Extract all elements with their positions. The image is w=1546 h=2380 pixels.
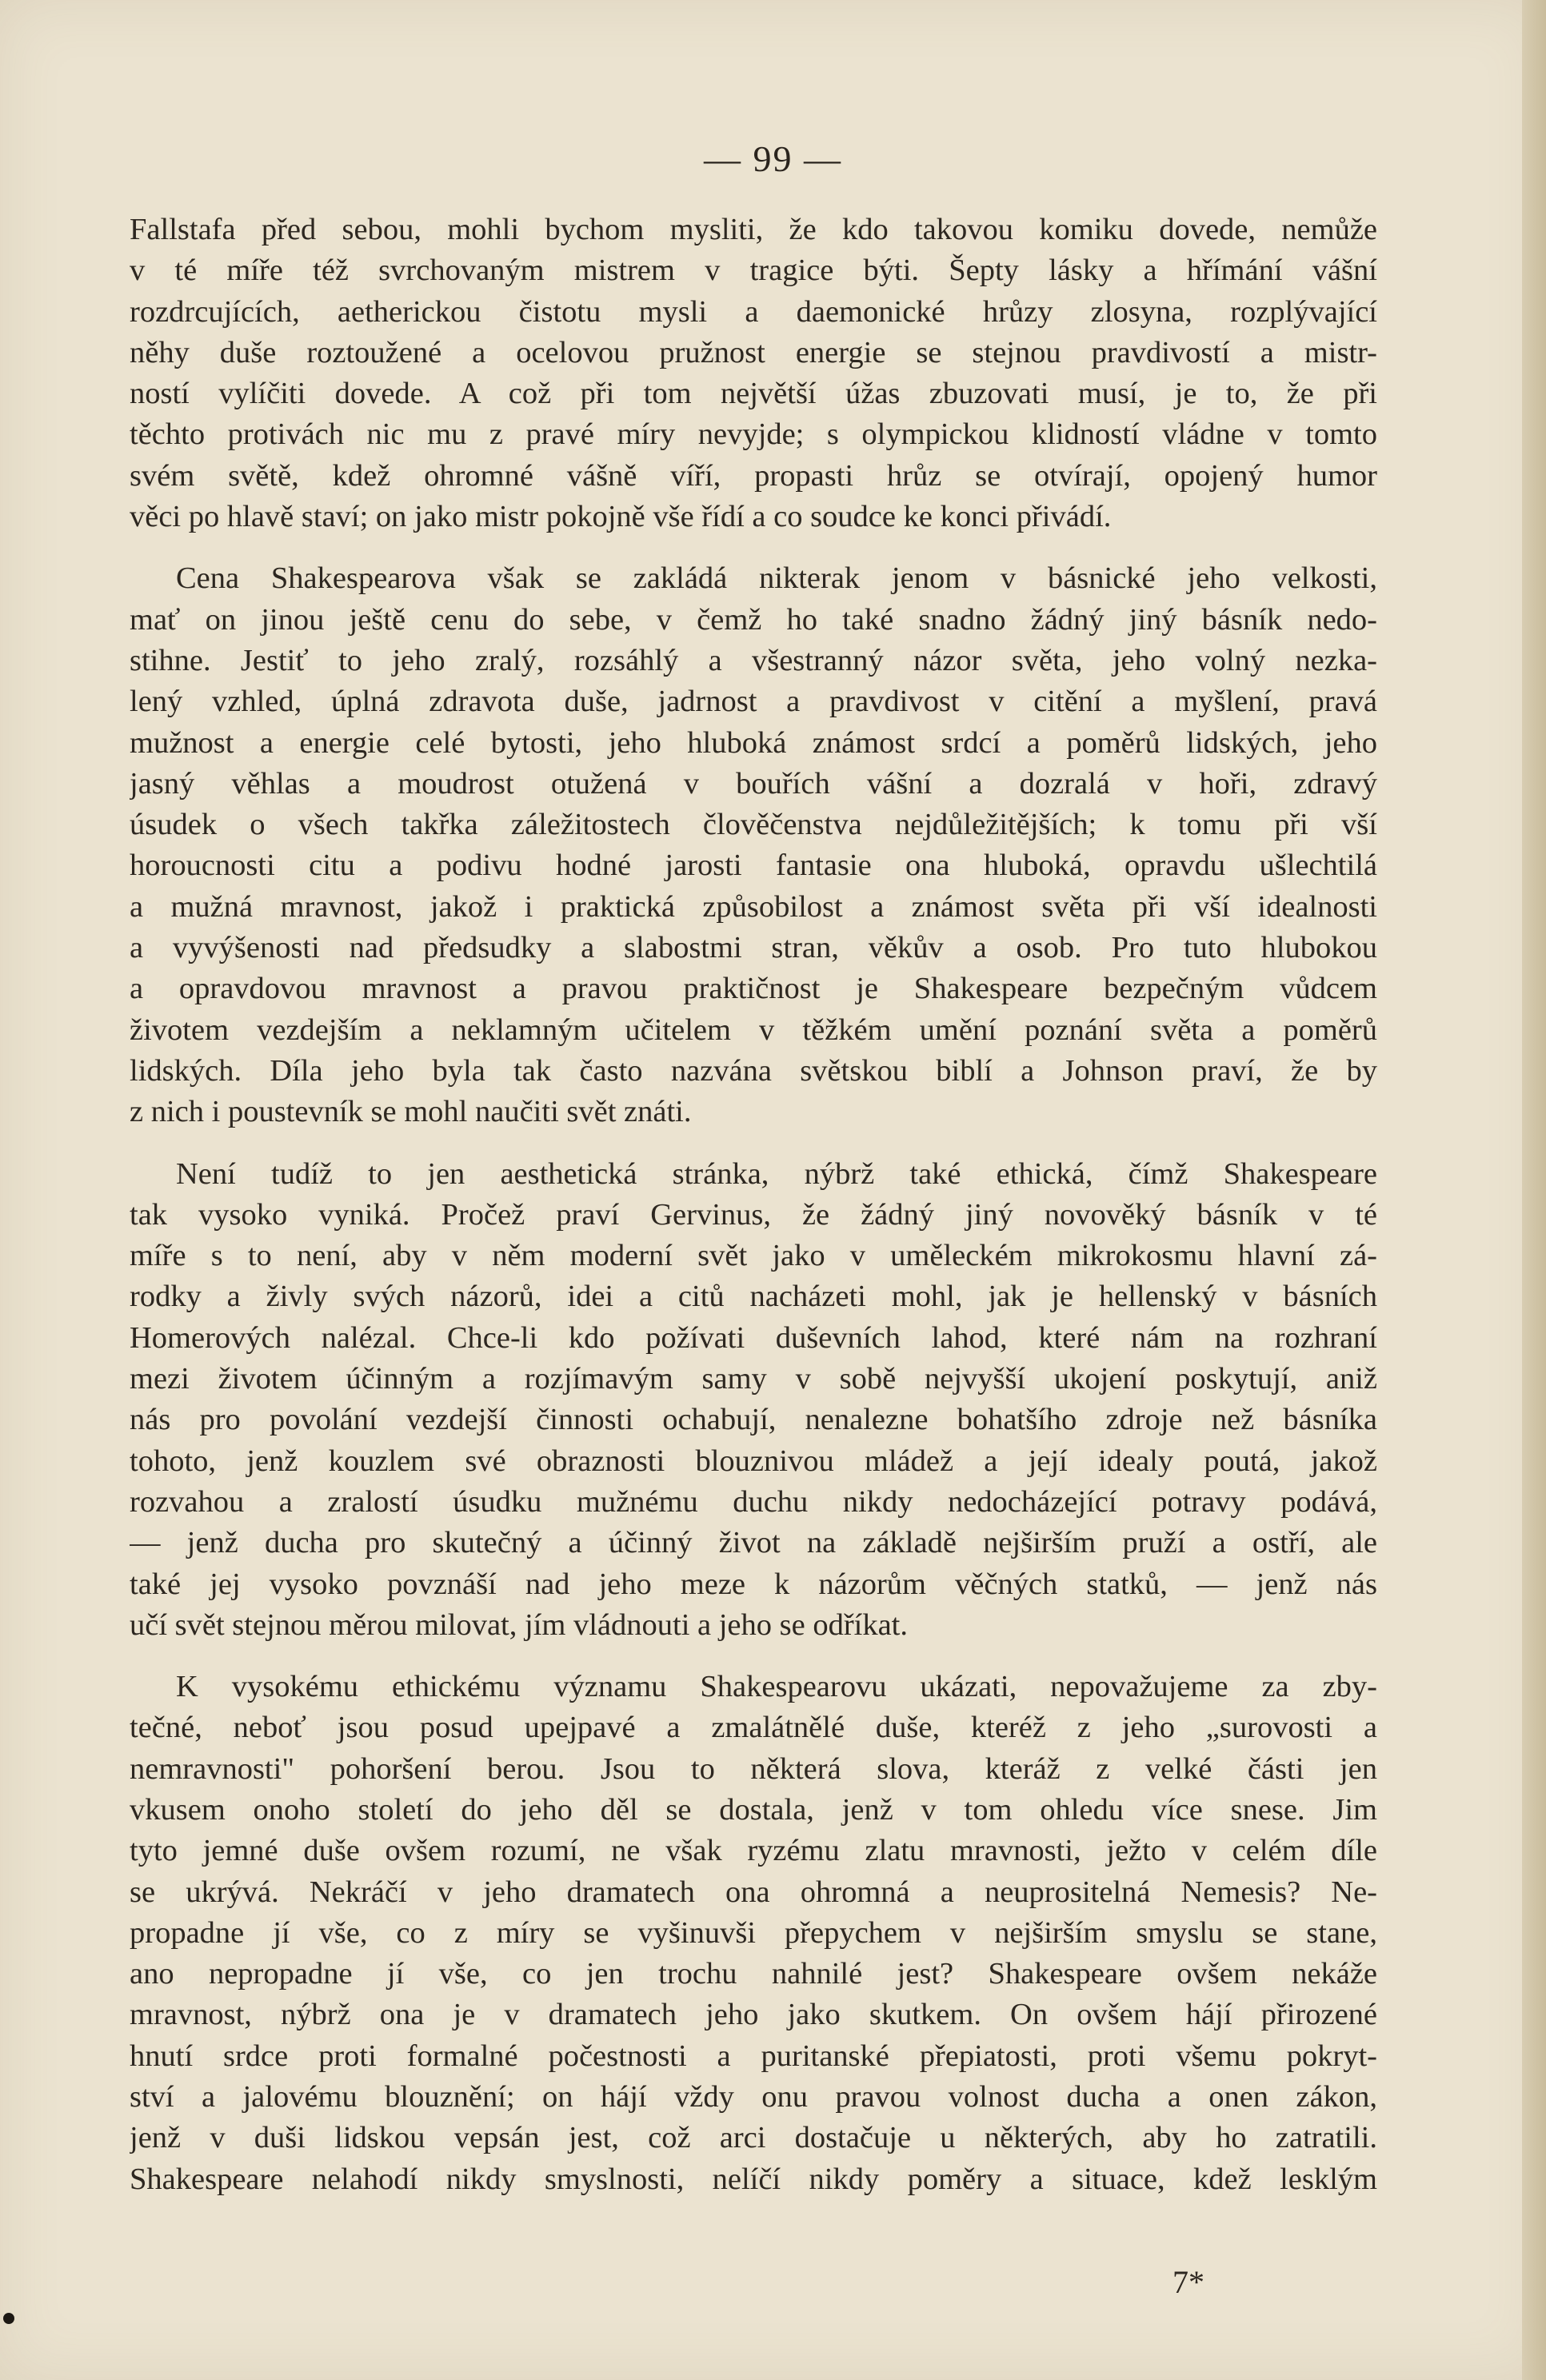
text-line: jasný věhlas a moudrost otužená v bouřích vášní a dozralá v hoři, zdravý bbox=[130, 766, 1377, 801]
text-line: mať on jinou ještě cenu do sebe, v čemž ho také snadno žádný jiný básník nedo- bbox=[130, 602, 1377, 637]
text-line: tak vysoko vyniká. Pročež praví Gervinus, že žádný jiný novověký básník v té bbox=[130, 1197, 1377, 1232]
paragraph bbox=[130, 1154, 1377, 1647]
text-line: rozvahou a zralostí úsudku mužnému duchu nikdy nedocházející potravy podává, bbox=[130, 1484, 1377, 1519]
text-line: z nich i poustevník se mohl naučiti svět znáti. bbox=[130, 1095, 692, 1129]
text-line: úsudek o všech takřka záležitostech člověčenstva nejdůležitějších; k tomu při vší bbox=[130, 808, 1377, 842]
text-line: Fallstafa před sebou, mohli bychom mysliti, že kdo takovou komiku dovede, nemůže bbox=[130, 213, 1377, 246]
text-line: učí svět stejnou měrou milovat, jím vládnouti a jeho se odříkat. bbox=[130, 1607, 909, 1642]
text-line: věci po hlavě staví; on jako mistr pokojně vše řídí a co soudce ke konci přivádí. bbox=[130, 500, 1112, 534]
text-line: mužnost a energie celé bytosti, jeho hluboká známost srdcí a poměrů lidských, jeho bbox=[130, 725, 1377, 760]
text-line: Není tudíž to jen aesthetická stránka, nýbrž také ethická, čímž Shakespeare bbox=[176, 1156, 1377, 1191]
paragraph bbox=[130, 210, 1377, 537]
text-line: hnutí srdce proti formalné počestnosti a puritanské přepiatosti, proti všemu pokryt- bbox=[130, 2039, 1377, 2073]
text-line: svém světě, kdež ohromné vášně víří, propasti hrůz se otvírají, opojený humor bbox=[130, 458, 1377, 493]
text-line: tečné, neboť jsou posud upejpavé a zmalátnělé duše, kteréž z jeho „surovosti a bbox=[130, 1711, 1377, 1745]
text-line: se ukrývá. Nekráčí v jeho dramatech ona ohromná a neuprositelná Nemesis? Ne- bbox=[130, 1875, 1377, 1909]
text-line: těchto protivách nic mu z pravé míry nevyjde; s olympickou klidností vládne v tomto bbox=[130, 417, 1377, 452]
text-line: něhy duše roztoužené a ocelovou pružnost energie se stejnou pravdivostí a mistr- bbox=[130, 335, 1377, 369]
binding-dot bbox=[3, 2313, 14, 2324]
text-line: vkusem onoho století do jeho děl se dostala, jenž v tom ohledu více snese. Jim bbox=[130, 1792, 1377, 1827]
text-line: ano nepropadne jí vše, co jen trochu nahnilé jest? Shakespeare ovšem nekáže bbox=[130, 1957, 1377, 1991]
text-line: tohoto, jenž kouzlem své obraznosti blouznivou mládež a její idealy poutá, jakož bbox=[130, 1444, 1377, 1478]
text-line: jenž v duši lidskou vepsán jest, což arci dostačuje u některých, aby ho zatratili. bbox=[130, 2121, 1377, 2155]
text-line: K vysokému ethickému významu Shakespearovu ukázati, nepovažujeme za zby- bbox=[176, 1670, 1377, 1704]
text-line: horoucnosti citu a podivu hodné jarosti fantasie ona hluboká, opravdu ušlechtilá bbox=[130, 849, 1377, 883]
text-line: a vyvýšenosti nad předsudky a slabostmi stran, věkův a osob. Pro tuto hlubokou bbox=[130, 931, 1377, 965]
signature-mark: 7* bbox=[1172, 2264, 1204, 2300]
text-line: míře s to není, aby v něm moderní svět jako v uměleckém mikrokosmu hlavní zá- bbox=[130, 1239, 1377, 1273]
text-line: Shakespeare nelahodí nikdy smyslnosti, nelíčí nikdy poměry a situace, kdež lesklým bbox=[130, 2162, 1377, 2196]
text-line: ností vylíčiti dovede. A což při tom největší úžas zbuzovati musí, je to, že při bbox=[130, 377, 1377, 411]
text-line: tyto jemné duše ovšem rozumí, ne však ryzému zlatu mravnosti, ježto v celém díle bbox=[130, 1834, 1377, 1868]
text-line: rozdrcujících, aetherickou čistotu mysli a daemonické hrůzy zlosyna, rozplývající bbox=[130, 294, 1377, 329]
text-line: ství a jalovému blouznění; on hájí vždy onu pravou volnost ducha a onen zákon, bbox=[130, 2080, 1377, 2114]
page-edge bbox=[1522, 0, 1546, 2380]
text-line: lidských. Díla jeho byla tak často nazvána světskou biblí a Johnson praví, že by bbox=[130, 1053, 1377, 1088]
text-line: v té míře též svrchovaným mistrem v tragice býti. Šepty lásky a hřímání vášní bbox=[130, 254, 1377, 288]
text-line: stihne. Jestiť to jeho zralý, rozsáhlý a všestranný názor světa, jeho volný nezka- bbox=[130, 643, 1377, 677]
text-line: nás pro povolání vezdejší činnosti ochabují, nenalezne bohatšího zdroje než básníka bbox=[130, 1403, 1377, 1437]
paragraph bbox=[130, 1667, 1377, 2200]
text-line: mezi životem účinným a rozjímavým samy v sobě nejvyšší ukojení poskytují, aniž bbox=[130, 1362, 1377, 1396]
text-line: propadne jí vše, co z míry se vyšinuvši přepychem v nejširším smyslu se stane, bbox=[130, 1915, 1377, 1950]
text-line: a opravdovou mravnost a pravou praktičnost je Shakespeare bezpečným vůdcem bbox=[130, 972, 1377, 1006]
text-line: rodky a živly svých názorů, idei a citů nacházeti mohl, jak je hellenský v básních bbox=[130, 1280, 1377, 1314]
text-line: a mužná mravnost, jakož i praktická způsobilost a známost světa při vší idealnosti bbox=[130, 889, 1377, 924]
body-text bbox=[130, 210, 1377, 2221]
text-line: mravnost, nýbrž ona je v dramatech jeho jako skutkem. On ovšem hájí přirozené bbox=[130, 1998, 1377, 2032]
text-line: — jenž ducha pro skutečný a účinný život na základě nejširším pruží a ostří, ale bbox=[130, 1526, 1377, 1560]
text-line: životem vezdejším a neklamným učitelem v těžkém umění poznání světa a poměrů bbox=[130, 1012, 1377, 1047]
text-line: nemravnosti" pohoršení berou. Jsou to některá slova, kteráž z velké části jen bbox=[130, 1751, 1377, 1786]
text-line: Cena Shakespearova však se zakládá nikterak jenom v básnické jeho velkosti, bbox=[176, 561, 1377, 596]
text-line: lený vzhled, úplná zdravota duše, jadrnost a pravdivost v citění a myšlení, pravá bbox=[130, 685, 1377, 719]
paragraph bbox=[130, 558, 1377, 1132]
text-line: také jej vysoko povznáší nad jeho meze k názorům věčných statků, — jenž nás bbox=[130, 1567, 1377, 1601]
page-number: — 99 — bbox=[704, 138, 842, 179]
text-line: Homerových nalézal. Chce-li kdo požívati duševních lahod, které nám na rozhraní bbox=[130, 1320, 1377, 1355]
